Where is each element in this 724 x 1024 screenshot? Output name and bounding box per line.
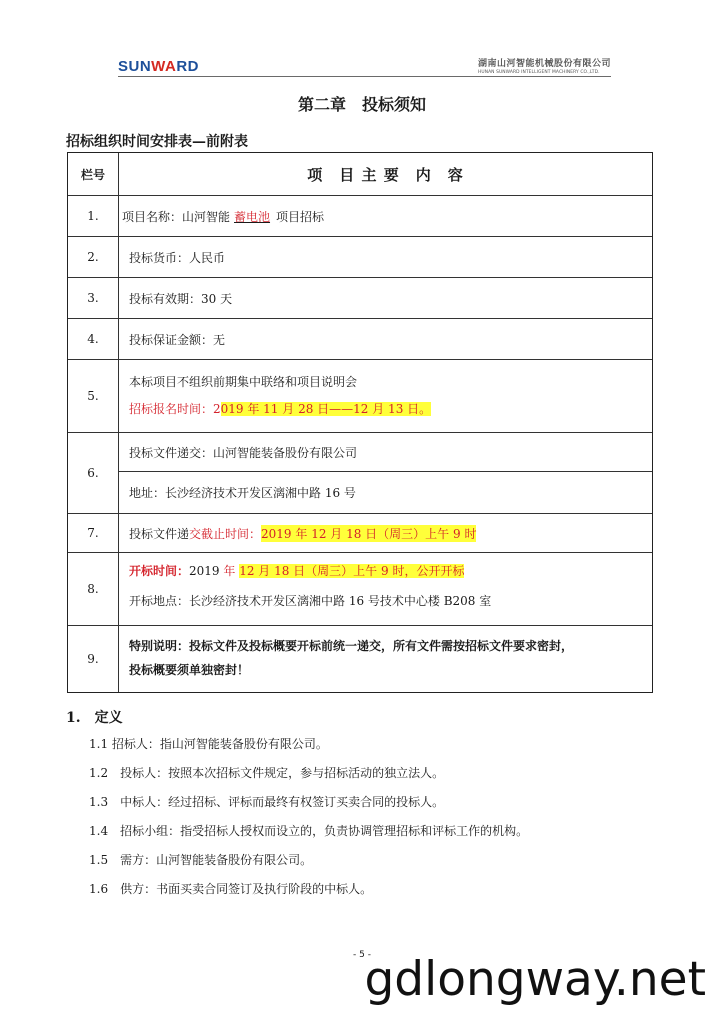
definition-item: 1.3 中标人：经过招标、评标而最终有权签订买卖合同的投标人。 xyxy=(89,795,445,809)
row-content: 投标保证金额：无 xyxy=(129,332,226,347)
definition-item: 1.5 需方：山河智能装备股份有限公司。 xyxy=(89,853,313,867)
project-name-suffix: 项目招标 xyxy=(276,209,325,224)
chapter-title: 第二章 投标须知 xyxy=(297,95,426,114)
registration-time-label: 招标报名时间：2 xyxy=(129,402,221,416)
opening-time xyxy=(129,556,642,586)
submission-recipient: 投标文件递交：山河智能装备股份有限公司 xyxy=(129,445,358,460)
opening-time-value: 12 月 18 日（周三）上午 9 时，公开开标 xyxy=(239,564,465,578)
row-number: 1. xyxy=(68,196,119,236)
row-number: 7. xyxy=(68,514,119,552)
row-number: 3. xyxy=(68,278,119,318)
row-number: 2. xyxy=(68,237,119,277)
table-row xyxy=(68,277,652,318)
row-content xyxy=(119,553,652,625)
opening-time-year: 2019 xyxy=(189,564,224,578)
definition-item: 1.4 招标小组：指受招标人授权而设立的，负责协调管理招标和评标工作的机构。 xyxy=(89,824,529,838)
row-number: 8. xyxy=(68,553,119,625)
watermark: gdlongway.net xyxy=(364,952,706,1007)
opening-time-label: 开标时间： xyxy=(129,564,190,578)
definition-item: 1.2 投标人：按照本次招标文件规定，参与招标活动的独立法人。 xyxy=(89,766,445,780)
row-content xyxy=(119,360,652,432)
submission-address: 地址：长沙经济技术开发区漓湘中路 16 号 xyxy=(119,471,652,512)
opening-location: 开标地点：长沙经济技术开发区漓湘中路 16 号技术中心楼 B208 室 xyxy=(129,594,492,608)
registration-time-value: 019 年 11 月 28 日——12 月 13 日。 xyxy=(220,402,432,416)
table-row xyxy=(68,432,652,513)
schedule-table xyxy=(67,152,653,693)
header-rule xyxy=(118,76,611,77)
row-content xyxy=(119,514,652,552)
deadline-label-b: 交截止时间： xyxy=(189,526,262,541)
table-row xyxy=(68,236,652,277)
row-content: 投标货币：人民币 xyxy=(129,250,226,265)
row-content xyxy=(119,433,652,513)
project-name-label: 项目名称：山河智能 xyxy=(122,209,231,224)
table-row xyxy=(68,552,652,625)
col-header-no: 栏号 xyxy=(68,153,119,195)
deadline-label-a: 投标文件递 xyxy=(129,526,190,541)
col-header-content: 项 目 主 要 内 容 xyxy=(307,165,464,184)
row-content: 投标有效期：30 天 xyxy=(129,291,233,306)
row-number: 5. xyxy=(68,360,119,432)
table-row xyxy=(68,625,652,692)
sunward-logo xyxy=(118,58,199,75)
deadline-value: 2019 年 12 月 18 日（周三）上午 9 时 xyxy=(261,526,477,541)
logo-text-b: WA xyxy=(151,58,177,75)
row-number: 6. xyxy=(68,433,119,513)
table-row xyxy=(68,513,652,552)
row-content xyxy=(119,626,652,692)
section-title: 招标组织时间安排表—前附表 xyxy=(66,134,248,150)
page-number: - 5 - xyxy=(353,950,371,960)
special-note-line2: 投标概要须单独密封！ xyxy=(129,663,250,677)
company-name-cn: 湖南山河智能机械股份有限公司 xyxy=(477,59,611,69)
row-content xyxy=(119,196,652,236)
special-note-line1: 特别说明：投标文件及投标概要开标前统一递交，所有文件需按招标文件要求密封， xyxy=(129,639,574,653)
definitions-title: 1. 定义 xyxy=(66,710,123,726)
row-number: 9. xyxy=(68,626,119,692)
logo-text-a: SUN xyxy=(118,58,152,75)
table-row xyxy=(68,359,652,432)
company-header xyxy=(478,56,611,75)
table-row xyxy=(68,195,652,236)
definition-item: 1.1 招标人：指山河智能装备股份有限公司。 xyxy=(89,737,328,751)
briefing-note: 本标项目不组织前期集中联络和项目说明会 xyxy=(129,375,358,389)
table-row xyxy=(68,318,652,359)
opening-time-year-unit: 年 xyxy=(223,564,240,578)
table-header-row xyxy=(68,153,652,195)
project-name-value: 蓄电池 xyxy=(234,209,271,224)
definition-item: 1.6 供方：书面买卖合同签订及执行阶段的中标人。 xyxy=(89,882,373,896)
row-number: 4. xyxy=(68,319,119,359)
registration-time xyxy=(129,396,642,423)
company-name-en: HUNAN SUNWARD INTELLIGENT MACHINERY CO.,LTD. xyxy=(477,70,600,75)
logo-text-c: RD xyxy=(176,58,200,75)
